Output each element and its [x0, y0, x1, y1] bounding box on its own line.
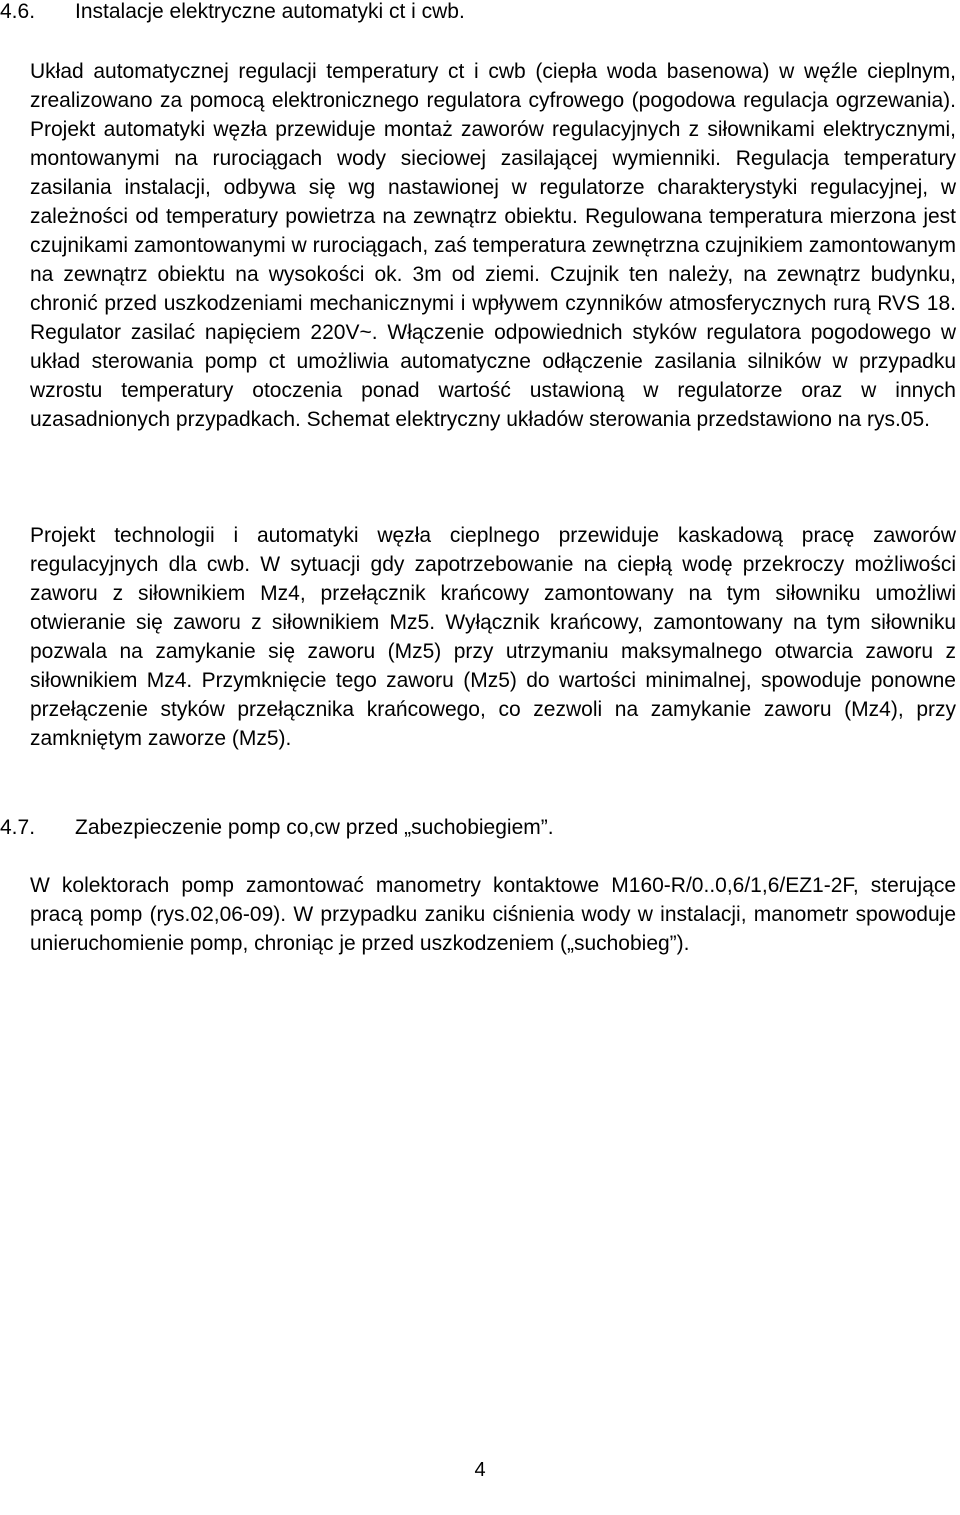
- section-title: Instalacje elektryczne automatyki ct i cwb.: [75, 0, 465, 23]
- section-heading-4-7: [0, 814, 554, 842]
- paragraph-cascade-valves: Projekt technologii i automatyki węzła cieplnego przewiduje kaskadową pracę zaworów regulacyjnych dla cwb. W sytuacji gdy zapotrzebowanie na ciepłą wodę przekroczy możliwości zaworu z siłownikiem Mz4, przełącznik krańcowy zamontowany na tym siłowniku umożliwi otwieranie się zaworu z siłownikiem Mz5. Wyłącznik krańcowy, zamontowany na tym siłowniku pozwala na zamykanie się zaworu (Mz5) przy utrzymaniu maksymalnego otwarcia zaworu z siłownikiem Mz4. Przymknięcie tego zaworu (Mz5) do wartości minimalnej, spowoduje ponowne przełączenie styków przełącznika krańcowego, co zezwoli na zamykanie zaworu (Mz4), przy zamkniętym zaworze (Mz5).: [30, 524, 956, 750]
- section-title: Zabezpieczenie pomp co,cw przed „suchobiegiem”.: [75, 816, 554, 839]
- section-number: 4.6.: [0, 0, 36, 23]
- paragraph-automatic-regulation: Układ automatycznej regulacji temperatury ct i cwb (ciepła woda basenowa) w węźle cieplnym, zrealizowano za pomocą elektronicznego regulatora cyfrowego (pogodowa regulacja ogrzewania). Projekt automatyki węzła przewiduje montaż zaworów regulacyjnych z siłownikami elektrycznymi, montowanymi na rurociągach wody sieciowej zasilającej wymienniki. Regulacja temperatury zasilania instalacji, odbywa się wg nastawionej w regulatorze charakterystyki regulacyjnej, w zależności od temperatury powietrza na zewnątrz obiektu. Regulowana temperatura mierzona jest czujnikami zamontowanymi w rurociągach, zaś temperatura zewnętrzna czujnikiem zamontowanym na zewnątrz obiektu na wysokości ok. 3m od ziemi. Czujnik ten należy, na zewnątrz budynku, chronić przed uszkodzeniami mechanicznymi i wpływem czynników atmosferycznych rurą RVS 18. Regulator zasilać napięciem 220V~. Włączenie odpowiednich styków regulatora pogodowego w układ sterowania pomp ct umożliwia automatyczne odłączenie zasilania silników w przypadku wzrostu temperatury otoczenia ponad wartość ustawioną w regulatorze oraz w innych uzasadnionych przypadkach. Schemat elektryczny układów sterowania przedstawiono na rys.05.: [30, 60, 956, 431]
- section-heading-4-6: [0, 0, 465, 26]
- paragraph-pump-protection: W kolektorach pomp zamontować manometry kontaktowe M160-R/0..0,6/1,6/EZ1-2F, sterujące pracą pomp (rys.02,06-09). W przypadku zaniku ciśnienia wody w instalacji, manometr spowoduje unieruchomienie pomp, chroniąc je przed uszkodzeniem („suchobieg”).: [30, 874, 956, 955]
- page-number: 4: [474, 1459, 486, 1481]
- section-number: 4.7.: [0, 816, 36, 839]
